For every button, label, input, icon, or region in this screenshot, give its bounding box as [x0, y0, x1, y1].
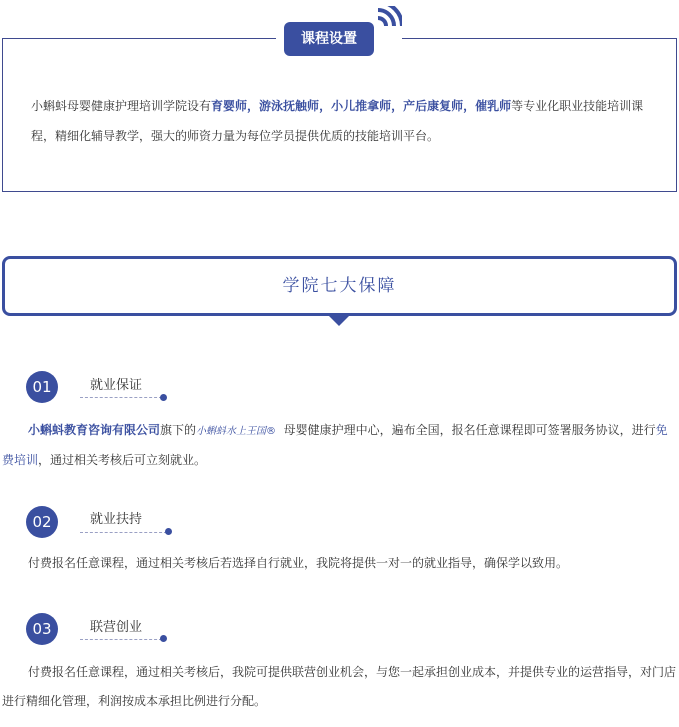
- item-number-03: 03: [26, 613, 58, 645]
- course-name-5: 催乳师: [475, 99, 512, 113]
- item-text-employment-support: 付费报名任意课程，通过相关考核后若选择自行就业，我院将提供一对一的就业指导，确保学以致用。: [28, 556, 569, 570]
- course-name-4: 产后康复师: [403, 99, 464, 113]
- signal-waves-icon: [374, 6, 402, 34]
- course-name-2: 游泳抚触师: [259, 99, 320, 113]
- course-settings-box: [2, 38, 677, 192]
- item-divider-dot: [165, 528, 172, 535]
- free-training-link[interactable]: 免费培训: [2, 423, 668, 467]
- course-name-3: 小儿推拿师: [331, 99, 392, 113]
- item-divider-dot: [160, 635, 167, 642]
- item-label-employment-support: 就业扶持: [90, 512, 143, 527]
- item-divider-line: [80, 532, 167, 533]
- item-text-employment-guarantee: 小蝌蚪教育咨询有限公司旗下的小蝌蚪水上王国® 母婴健康护理中心，遍布全国，报名任意课程即可签署服务协议，进行免费培训，通过相关考核后可立刻就业。: [2, 423, 668, 467]
- course-settings-tab: [276, 22, 402, 56]
- item-label-joint-venture: 联营创业: [90, 620, 143, 635]
- course-settings-label: 课程设置: [284, 22, 374, 56]
- item-text-joint-venture: 付费报名任意课程，通过相关考核后，我院可提供联营创业机会，与您一起承担创业成本，并提供专业的运营指导，对门店进行精细化管理，利润按成本承担比例进行分配。: [2, 665, 677, 708]
- guarantees-header: [2, 256, 677, 316]
- item-divider-dot: [160, 394, 167, 401]
- header-pointer-triangle: [327, 314, 351, 326]
- course-name-1: 育婴师: [211, 99, 248, 113]
- item-number-01: 01: [26, 371, 58, 403]
- company-name: 小蝌蚪教育咨询有限公司: [28, 423, 161, 437]
- item-divider-line: [80, 639, 162, 640]
- guarantees-title: 学院七大保障: [282, 276, 397, 296]
- item-label-employment-guarantee: 就业保证: [90, 378, 143, 393]
- item-divider-line: [80, 397, 162, 398]
- brand-logo-text: 小蝌蚪水上王国®: [196, 426, 277, 437]
- course-intro-text: 小蝌蚪母婴健康护理培训学院设有育婴师，游泳抚触师，小儿推拿师，产后康复师，催乳师等专业化职业技能培训课程，精细化辅导教学，强大的师资力量为每位学员提供优质的技能培训平台。: [31, 99, 644, 143]
- item-number-02: 02: [26, 506, 58, 538]
